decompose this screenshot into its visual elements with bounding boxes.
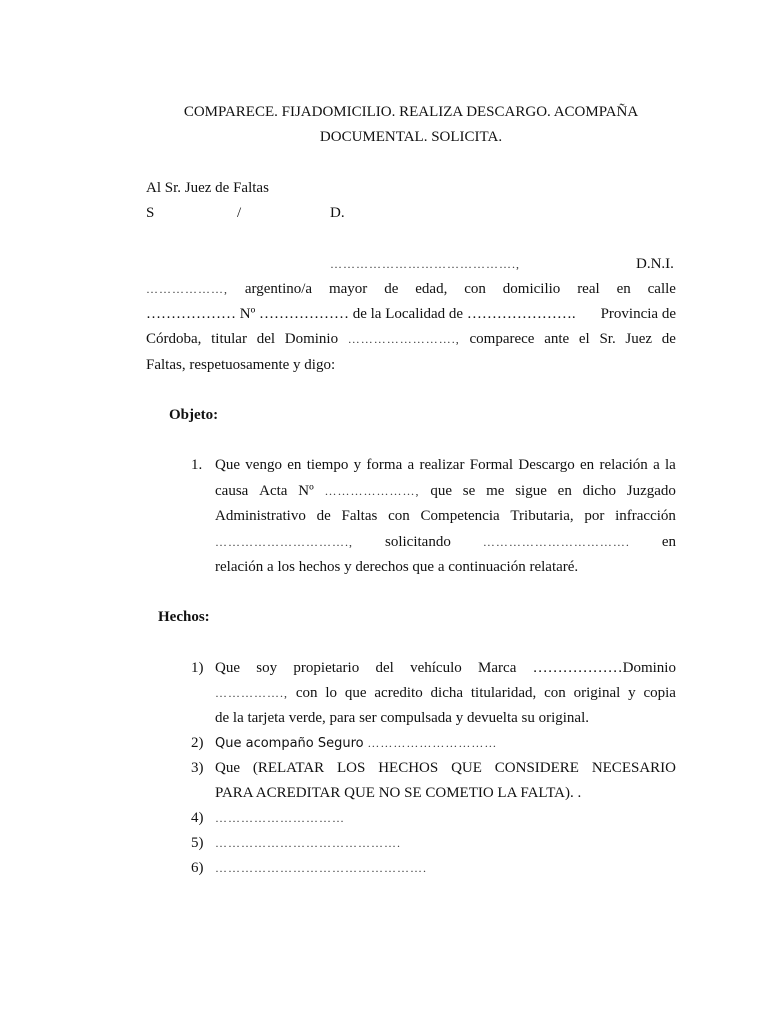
objeto-line-5: relación a los hechos y derechos que a continuación relataré. xyxy=(215,559,579,575)
document-title-line-1: COMPARECE. FIJADOMICILIO. REALIZA DESCARGO. ACOMPAÑA xyxy=(183,104,639,120)
hechos-item-2-number: 2) xyxy=(191,735,204,751)
section-heading-objeto: Objeto: xyxy=(169,407,219,423)
hechos-item-1-line-1: Que soy propietario del vehículo Marca ………………Dominio xyxy=(215,660,676,676)
hechos-item-2-line: Que acompaño Seguro ………………………… xyxy=(215,736,498,751)
intro-line-2: ………………, argentino/a mayor de edad, con domicilio real en calle xyxy=(146,281,676,297)
hechos-item-5-number: 5) xyxy=(191,835,204,851)
section-heading-hechos: Hechos: xyxy=(158,609,210,625)
salutation-slash: / xyxy=(237,205,242,221)
name-blank: ……………………………………., xyxy=(330,257,520,271)
intro-line-3: ……………… Nº ……………… de la Localidad de …………………. Provincia de xyxy=(146,306,676,322)
hechos-item-6-number: 6) xyxy=(191,860,204,876)
objeto-item-number: 1. xyxy=(191,457,203,473)
hechos-item-5-blank: ……………………………………. xyxy=(215,836,401,850)
salutation-s: S xyxy=(146,205,155,221)
dni-label: D.N.I. xyxy=(636,256,674,272)
hechos-item-4-number: 4) xyxy=(191,810,204,826)
hechos-item-1-line-3: de la tarjeta verde, para ser compulsada y devuelta su original. xyxy=(215,710,590,726)
hechos-item-3-line-1: Que (RELATAR LOS HECHOS QUE CONSIDERE NECESARIO xyxy=(215,760,676,776)
objeto-line-2: causa Acta Nº …………………, que se me sigue en dicho Juzgado xyxy=(215,483,676,499)
addressee: Al Sr. Juez de Faltas xyxy=(146,180,269,196)
objeto-line-3: Administrativo de Faltas con Competencia Tributaria, por infracción xyxy=(215,508,676,524)
intro-line-4: Córdoba, titular del Dominio ……………………., comparece ante el Sr. Juez de xyxy=(146,331,676,347)
salutation-d: D. xyxy=(330,205,345,221)
hechos-item-3-number: 3) xyxy=(191,760,204,776)
intro-line-5: Faltas, respetuosamente y digo: xyxy=(146,357,336,373)
objeto-line-1: Que vengo en tiempo y forma a realizar Formal Descargo en relación a la xyxy=(215,457,676,473)
hechos-item-3-line-2: PARA ACREDITAR QUE NO SE COMETIO LA FALTA). . xyxy=(215,785,582,801)
hechos-item-4-blank: ………………………… xyxy=(215,811,345,825)
hechos-item-6-blank: …………………………………………. xyxy=(215,861,427,875)
hechos-item-1-line-2: ……………., con lo que acredito dicha titularidad, con original y copia xyxy=(215,685,676,701)
objeto-line-4: …………………………., solicitando ……………………………. en xyxy=(215,534,676,550)
document-title-line-2: DOCUMENTAL. SOLICITA. xyxy=(319,129,503,145)
hechos-item-1-number: 1) xyxy=(191,660,204,676)
